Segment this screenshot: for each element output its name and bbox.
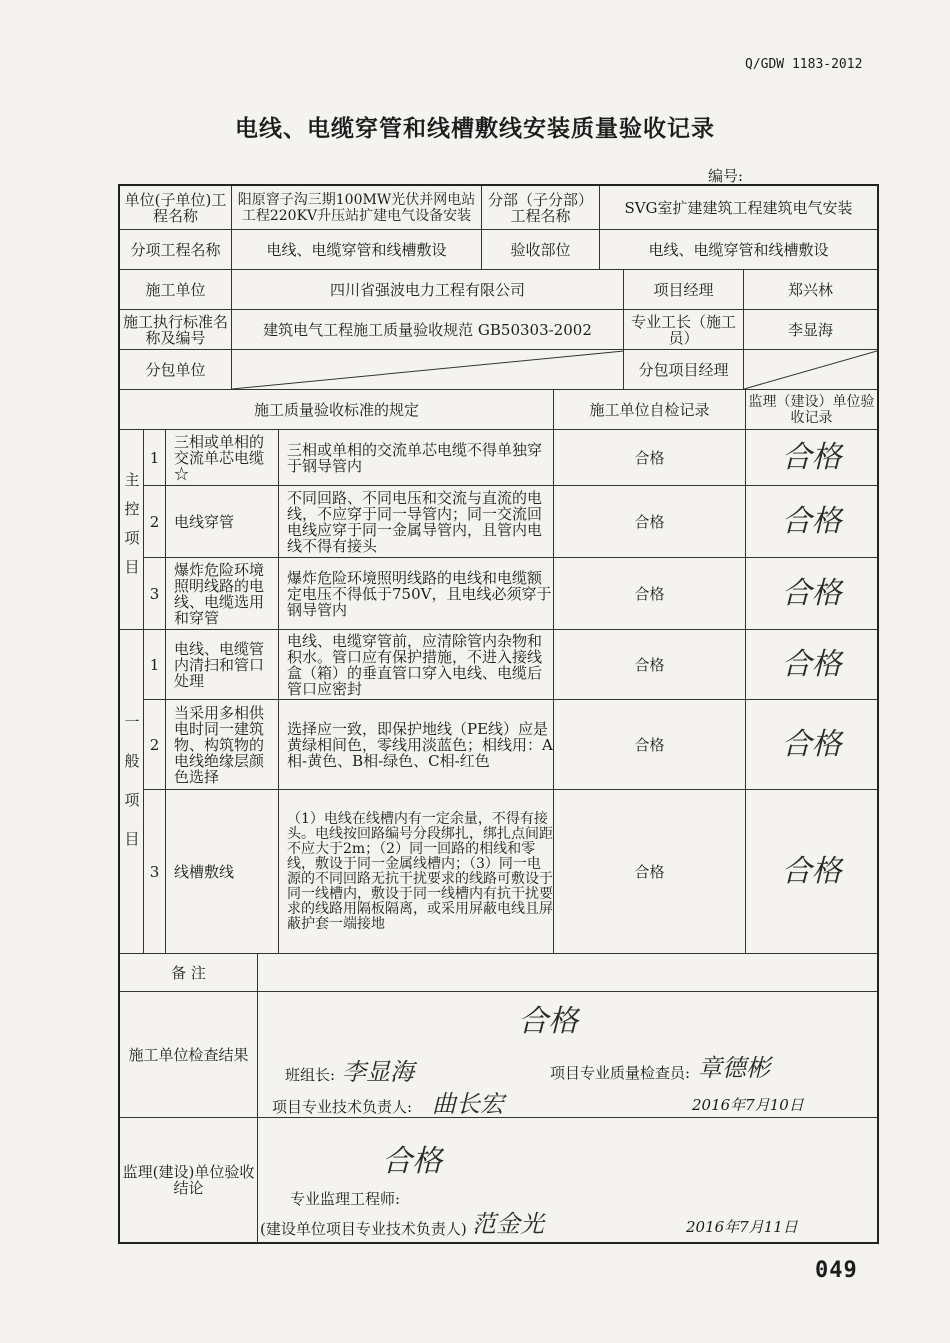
supervision-conclusion: 合格 [382,1144,442,1179]
foreman-label: 专业工长（施工员） [624,310,744,350]
tech-signature: 曲长宏 [432,1090,504,1118]
foreman-value: 李显海 [744,310,877,350]
inspector-signature: 章德彬 [698,1054,770,1082]
item-name: 三相或单相的交流单芯电缆☆ [166,430,279,486]
inspector-label: 项目专业质量检查员: [550,1064,691,1082]
leader-label: 班组长: [285,1066,336,1084]
item-name: 当采用多相供电时同一建筑物、构筑物的电线绝缘层颜色选择 [166,700,279,790]
subitem-value: 电线、电缆穿管和线槽敷设 [232,230,482,270]
item-name: 电线、电缆管内清扫和管口处理 [166,630,279,700]
blank-slash [744,350,877,390]
item-no: 2 [144,486,166,558]
leader-signature: 李显海 [342,1058,414,1086]
item-requirement: 三相或单相的交流单芯电缆不得单独穿于钢导管内 [279,430,554,486]
col-self-check: 施工单位自检记录 [554,390,746,430]
item-requirement: 电线、电缆穿管前，应清除管内杂物和积水。管口应有保护措施，不进入接线盒（箱）的垂直管口穿入电线、电缆后管口应密封 [279,630,554,700]
blank-slash [232,350,624,390]
supervision-result: 合格 [746,430,877,486]
item-no: 3 [144,790,166,954]
col-supervision: 监理（建设）单位验收记录 [746,390,877,430]
supervision-result: 合格 [746,630,877,700]
serial-label: 编号: [708,167,744,185]
standard-code: Q/GDW 1183-2012 [745,57,863,72]
subitem-label: 分项工程名称 [120,230,232,270]
item-no: 3 [144,558,166,630]
sub-unit-label: 分包单位 [120,350,232,390]
supervision-signature: 范金光 [472,1210,544,1238]
item-name: 线槽敷线 [166,790,279,954]
self-check-result: 合格 [554,790,746,954]
item-requirement: 爆炸危险环境照明线路的电线和电缆额定电压不得低于750V，且电线必须穿于钢导管内 [279,558,554,630]
general-group-label: 一般项目 [120,630,144,954]
accept-part-value: 电线、电缆穿管和线槽敷设 [600,230,877,270]
item-requirement: 选择应一致，即保护地线（PE线）应是黄绿相间色，零线用淡蓝色；相线用：A相-黄色、B相-绿色、C相-红色 [279,700,554,790]
page-number: 049 [815,1258,858,1283]
division-value: SVG室扩建建筑工程建筑电气安装 [600,186,877,230]
engineer-label: 专业监理工程师: [290,1190,401,1208]
unit-label: 单位(子单位)工程名称 [120,186,232,230]
contractor-result-label: 施工单位检查结果 [120,992,258,1118]
self-check-result: 合格 [554,430,746,486]
supervision-result: 合格 [746,486,877,558]
page-title: 电线、电缆穿管和线槽敷线安装质量验收记录 [235,116,715,142]
tech-label: 项目专业技术负责人: [272,1098,413,1116]
remarks-value [258,954,877,992]
unit-value: 阳原窨子沟三期100MW光伏并网电站工程220KV升压站扩建电气设备安装 [232,186,482,230]
remarks-label: 备 注 [120,954,258,992]
item-no: 1 [144,430,166,486]
standard-label: 施工执行标准名称及编号 [120,310,232,350]
item-requirement: （1）电线在线槽内有一定余量，不得有接头。电线按回路编号分段绑扎，绑扎点间距不应大于2m；（2）同一回路的相线和零线，敷设于同一金属线槽内；（3）同一电源的不同回路无抗干扰要求的线路可敷设于同一线槽内，敷设于同一线槽内有抗干扰要求的线路用隔板隔离，或采用屏蔽电线且屏蔽护套一端接地 [279,790,554,954]
main-group-label: 主控项目 [120,430,144,630]
supervision-result: 合格 [746,558,877,630]
supervision-result: 合格 [746,700,877,790]
item-requirement: 不同回路、不同电压和交流与直流的电线，不应穿于同一导管内；同一交流回电线应穿于同一金属导管内，且管内电线不得有接头 [279,486,554,558]
contractor-label: 施工单位 [120,270,232,310]
self-check-result: 合格 [554,558,746,630]
item-name: 爆炸危险环境照明线路的电线、电缆选用和穿管 [166,558,279,630]
col-spec: 施工质量验收标准的规定 [120,390,554,430]
pm-value: 郑兴林 [744,270,877,310]
division-label: 分部（子分部）工程名称 [482,186,600,230]
supervision-result: 合格 [746,790,877,954]
contractor-date: 2016年7月10日 [692,1096,804,1114]
item-name: 电线穿管 [166,486,279,558]
supervision-result-label: 监理(建设)单位验收结论 [120,1118,258,1242]
self-check-result: 合格 [554,630,746,700]
record-table [118,184,879,1244]
owner-label: (建设单位项目专业技术负责人) [260,1220,467,1238]
item-no: 1 [144,630,166,700]
self-check-result: 合格 [554,486,746,558]
supervision-date: 2016年7月11日 [686,1218,798,1236]
contractor-value: 四川省强波电力工程有限公司 [232,270,624,310]
item-no: 2 [144,700,166,790]
contractor-conclusion: 合格 [518,1004,578,1039]
sub-pm-label: 分包项目经理 [624,350,744,390]
self-check-result: 合格 [554,700,746,790]
pm-label: 项目经理 [624,270,744,310]
accept-part-label: 验收部位 [482,230,600,270]
standard-value: 建筑电气工程施工质量验收规范 GB50303-2002 [232,310,624,350]
